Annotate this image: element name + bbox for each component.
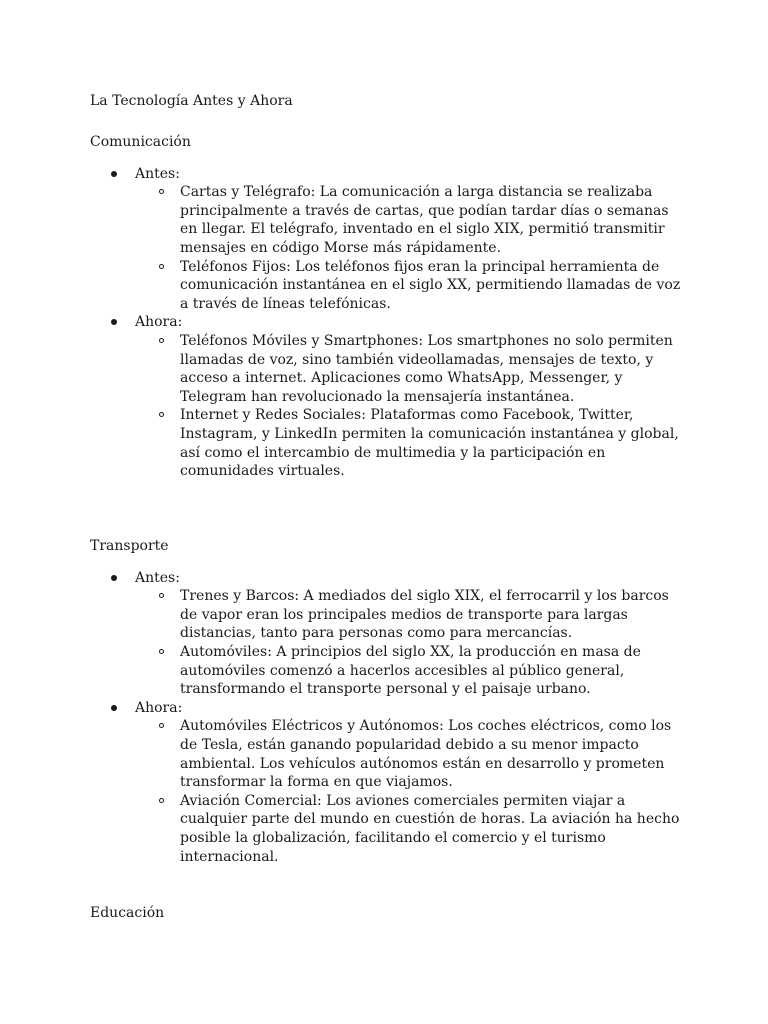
list-item	[90, 332, 686, 406]
list-item	[90, 258, 686, 314]
document-title: La Tecnología Antes y Ahora	[90, 93, 293, 109]
section-heading: Transporte	[90, 538, 169, 554]
group-ahora	[90, 699, 690, 866]
list-item	[90, 406, 686, 480]
group-label-text: Antes:	[135, 165, 180, 182]
hollow-bullet-icon	[159, 593, 164, 598]
hollow-bullet-icon	[159, 798, 164, 803]
group-ahora	[90, 313, 690, 480]
group-label-text: Ahora:	[135, 314, 183, 331]
group-antes	[90, 569, 690, 699]
list-item-text: Trenes y Barcos: A mediados del siglo XIX, el ferrocarril y los barcos de vapor eran los principales medios de transporte para largas distancias, tanto para personas como para mercancías.	[180, 588, 669, 642]
section-heading: Comunicación	[90, 134, 191, 150]
group-label-text: Antes:	[135, 569, 180, 586]
list-item-text: Internet y Redes Sociales: Plataformas como Facebook, Twitter, Instagram, y LinkedIn permiten la comunicación instantánea y global, así como el intercambio de multimedia y la participación en comunidades virtuales.	[180, 407, 679, 480]
group-label-text: Ahora:	[135, 699, 183, 716]
group-label	[90, 569, 690, 588]
list-item	[90, 587, 686, 643]
group-label	[90, 699, 690, 718]
list-item-text: Teléfonos Fijos: Los teléfonos fijos eran la principal herramienta de comunicación instantánea en el siglo XX, permitiendo llamadas de voz a través de líneas telefónicas.	[180, 258, 681, 312]
section-educacion	[90, 904, 690, 923]
hollow-bullet-icon	[159, 338, 164, 343]
list-item-text: Automóviles: A principios del siglo XX, la producción en masa de automóviles comenzó a hacerlos accesibles al público general, transformando el transporte personal y el paisaje urbano.	[180, 643, 641, 698]
list-item-text: Teléfonos Móviles y Smartphones: Los smartphones no solo permiten llamadas de voz, sino también videollamadas, mensajes de texto, y acceso a internet. Aplicaciones como WhatsApp, Messenger, y Telegram han revolucionado la mensajería instantánea.	[180, 332, 673, 405]
group-antes	[90, 165, 690, 314]
filled-bullet-icon	[111, 171, 117, 177]
list-item	[90, 717, 686, 791]
list-item	[90, 643, 686, 699]
group-label	[90, 165, 690, 184]
filled-bullet-icon	[111, 705, 117, 711]
section-comunicacion	[90, 133, 690, 481]
hollow-bullet-icon	[159, 723, 164, 728]
hollow-bullet-icon	[159, 649, 164, 654]
hollow-bullet-icon	[159, 412, 164, 417]
filled-bullet-icon	[111, 319, 117, 325]
filled-bullet-icon	[111, 575, 117, 581]
list-item	[90, 792, 686, 866]
section-heading: Educación	[90, 905, 165, 921]
list-item-text: Cartas y Telégrafo: La comunicación a larga distancia se realizaba principalmente a través de cartas, que podían tardar días o semanas en llegar. El telégrafo, inventado en el siglo XIX, permitió transmitir mensajes en código Morse más rápidamente.	[180, 184, 669, 256]
list-item	[90, 183, 686, 257]
section-transporte	[90, 537, 690, 866]
hollow-bullet-icon	[159, 189, 164, 194]
list-item-text: Aviación Comercial: Los aviones comerciales permiten viajar a cualquier parte del mundo en cuestión de horas. La aviación ha hecho posible la globalización, facilitando el comercio y el turismo internacional.	[180, 792, 680, 865]
list-item-text: Automóviles Eléctricos y Autónomos: Los coches eléctricos, como los de Tesla, están ganando popularidad debido a su menor impacto ambiental. Los vehículos autónomos están en desarrollo y prometen transformar la forma en que viajamos.	[180, 718, 672, 791]
hollow-bullet-icon	[159, 264, 164, 269]
group-label	[90, 313, 690, 332]
